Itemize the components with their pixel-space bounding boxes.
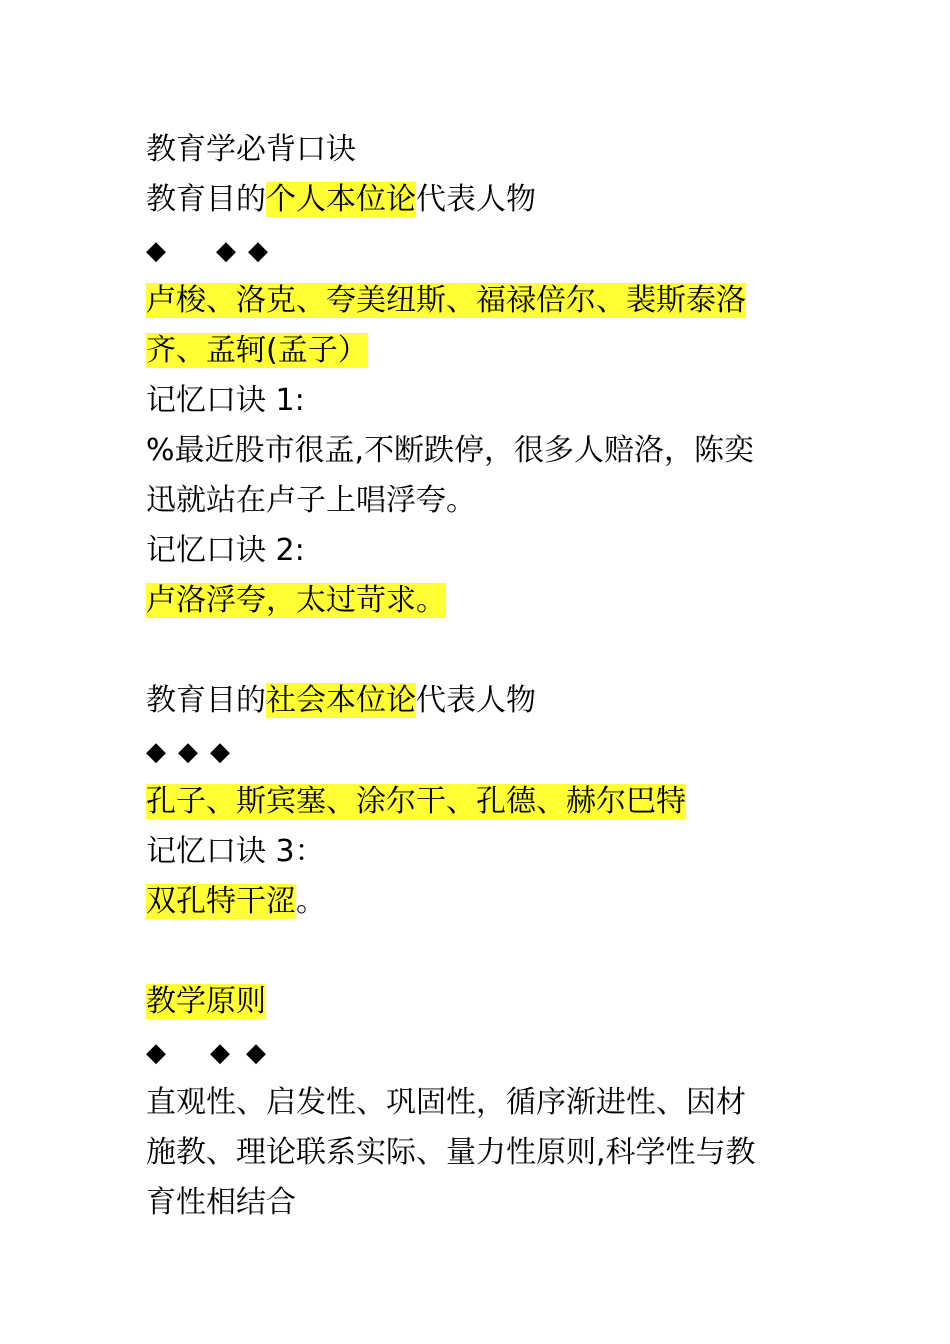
mnemonic1-line2: 迅就站在卢子上唱浮夸。 [146, 483, 476, 518]
section1-names-line1 [146, 276, 826, 326]
section3-heading: 教学原则 [146, 984, 266, 1019]
section2-names-line [146, 777, 826, 827]
section1-names-text1: 卢梭、洛克、夸美纽斯、福禄倍尔、裴斯泰洛 [146, 283, 746, 318]
mnemonic3-label: 记忆口诀 3： [146, 834, 325, 869]
section1-names-text2: 齐、孟轲(孟子） [146, 333, 368, 368]
diamond-icon: ◆ [248, 236, 268, 266]
mnemonic3-text: 双孔特干涩 [146, 884, 296, 919]
diamond-icon: ◆ [146, 1038, 166, 1068]
spacer [146, 626, 826, 676]
mnemonic1-label: 记忆口诀 1: [146, 383, 305, 418]
diamond-icon: ◆ [178, 737, 198, 767]
diamond-icon: ◆ [216, 236, 236, 266]
section3-body-line3: 育性相结合 [146, 1185, 296, 1220]
section3-heading-line [146, 977, 826, 1027]
section2-diamonds [146, 726, 826, 777]
section2-heading-highlight: 社会本位论 [266, 683, 416, 718]
section3-diamonds [146, 1027, 826, 1078]
section3-body-line1: 直观性、启发性、巩固性，循序渐进性、因材 [146, 1085, 746, 1120]
section2-names-text: 孔子、斯宾塞、涂尔干、孔德、赫尔巴特 [146, 784, 686, 819]
document-title: 教育学必背口诀 [146, 132, 356, 167]
mnemonic2-line [146, 576, 826, 626]
section1-heading-suffix: 代表人物 [416, 182, 536, 217]
section2-heading-suffix: 代表人物 [416, 683, 536, 718]
section2-heading-prefix: 教育目的 [146, 683, 266, 718]
mnemonic3-end: 。 [296, 884, 326, 919]
section1-heading-highlight: 个人本位论 [266, 182, 416, 217]
mnemonic2-text: 卢洛浮夸，太过苛求。 [146, 583, 446, 618]
section2-heading [146, 676, 826, 726]
section1-names-line2 [146, 326, 826, 376]
diamond-icon: ◆ [210, 1038, 230, 1068]
section3-body-line2: 施教、理论联系实际、量力性原则,科学性与教 [146, 1135, 756, 1170]
diamond-icon: ◆ [146, 236, 166, 266]
mnemonic2-label: 记忆口诀 2: [146, 533, 305, 568]
diamond-icon: ◆ [146, 737, 166, 767]
mnemonic1-line1: %最近股市很孟,不断跌停，很多人赔洛，陈奕 [146, 433, 755, 468]
diamond-icon: ◆ [246, 1038, 266, 1068]
section1-heading-prefix: 教育目的 [146, 182, 266, 217]
section1-heading [146, 175, 826, 225]
document-content [146, 125, 826, 1228]
section1-diamonds [146, 225, 826, 276]
spacer [146, 927, 826, 977]
diamond-icon: ◆ [210, 737, 230, 767]
mnemonic3-line [146, 877, 826, 927]
